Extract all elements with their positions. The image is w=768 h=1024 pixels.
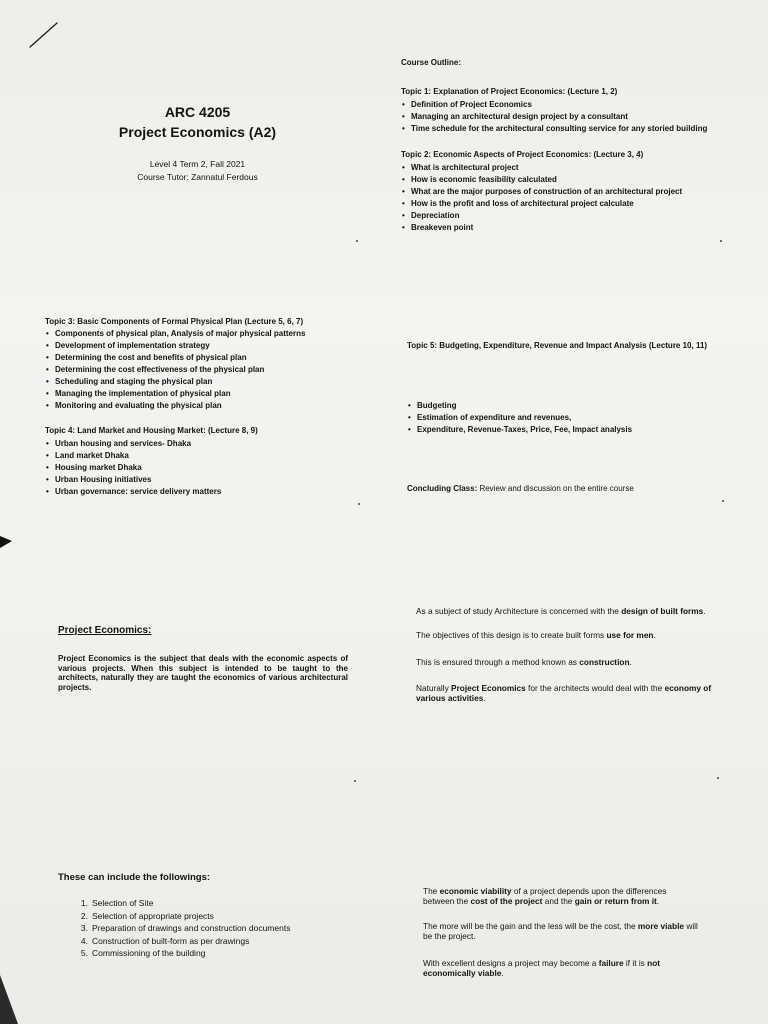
topic2-list bbox=[401, 162, 751, 234]
architecture-para-1: As a subject of study Architecture is concerned with the design of built forms. bbox=[416, 606, 706, 616]
topic3-title: Topic 3: Basic Components of Formal Physical Plan (Lecture 5, 6, 7) bbox=[45, 317, 304, 326]
list-item: • Depreciation bbox=[401, 210, 751, 222]
list-item: • Definition of Project Economics bbox=[401, 99, 751, 111]
list-item: • Urban governance: service delivery matters bbox=[45, 486, 355, 498]
followings-title: These can include the followings: bbox=[58, 872, 211, 883]
scan-dot bbox=[722, 500, 724, 502]
scan-dot bbox=[720, 240, 722, 242]
list-item: 2. Selection of appropriate projects bbox=[80, 910, 214, 921]
concluding-text: Review and discussion on the entire course bbox=[477, 484, 634, 493]
topic5-title: Topic 5: Budgeting, Expenditure, Revenue and Impact Analysis (Lecture 10, 11) bbox=[407, 341, 708, 350]
list-item: 3. Preparation of drawings and construction documents bbox=[80, 923, 291, 933]
list-item: • Expenditure, Revenue-Taxes, Price, Fee, Impact analysis bbox=[407, 424, 747, 436]
list-item: • Breakeven point bbox=[401, 222, 751, 234]
viability-para-3: With excellent designs a project may become a failure if it is not economically viable. bbox=[423, 958, 661, 978]
list-item: • Budgeting bbox=[407, 400, 747, 412]
list-item: • How is the profit and loss of architectural project calculate bbox=[401, 198, 751, 210]
topic5-slide bbox=[407, 340, 747, 494]
project-economics-slide bbox=[58, 625, 348, 692]
architecture-para-2: The objectives of this design is to create built forms use for men. bbox=[416, 630, 656, 640]
list-item: • Development of implementation strategy bbox=[45, 340, 355, 352]
viability-para-1: The economic viability of a project depends upon the differences between the cost of the project and the gain or return from it. bbox=[423, 886, 667, 906]
concluding-label: Concluding Class: bbox=[407, 484, 478, 493]
list-item: • Determining the cost and benefits of physical plan bbox=[45, 352, 355, 364]
list-item: • Urban housing and services- Dhaka bbox=[45, 438, 355, 450]
list-item: • Managing an architectural design project by a consultant bbox=[401, 111, 751, 123]
followings-slide bbox=[58, 872, 358, 960]
list-item: 4. Construction of built-form as per drawings bbox=[80, 935, 250, 946]
scan-dot bbox=[717, 777, 719, 779]
list-item: • What are the major purposes of construction of an architectural project bbox=[401, 186, 751, 198]
list-item: 5. Commissioning of the building bbox=[80, 948, 206, 958]
edge-shadow-mark bbox=[0, 532, 14, 554]
list-item: • Monitoring and evaluating the physical plan bbox=[45, 400, 355, 412]
viability-para-2: The more will be the gain and the less will be the cost, the more viable will be the project. bbox=[423, 921, 698, 941]
list-item: • How is economic feasibility calculated bbox=[401, 174, 751, 186]
topic4-list bbox=[45, 438, 355, 498]
course-code: ARC 4205 bbox=[164, 104, 231, 120]
pen-mark bbox=[26, 20, 60, 50]
outline-slide bbox=[401, 57, 751, 234]
list-item: • Determining the cost effectiveness of the physical plan bbox=[45, 364, 355, 376]
list-item: • Housing market Dhaka bbox=[45, 462, 355, 474]
concluding-class bbox=[407, 483, 747, 494]
topic4-title: Topic 4: Land Market and Housing Market: (Lecture 8, 9) bbox=[45, 426, 258, 435]
list-item: • Managing the implementation of physical plan bbox=[45, 388, 355, 400]
architecture-para-4: Naturally Project Economics for the architects would deal with the economy of various activities. bbox=[416, 683, 712, 703]
topic5-list bbox=[407, 400, 747, 436]
list-item: • Scheduling and staging the physical plan bbox=[45, 376, 355, 388]
project-economics-body: Project Economics is the subject that deals with the economic aspects of various projects. When this subject is intended to be taught to the architects, naturally they are taught the economics of various architectural projects. bbox=[58, 654, 348, 692]
list-item: 1. Selection of Site bbox=[80, 898, 154, 908]
list-item: • Time schedule for the architectural consulting service for any storied building bbox=[401, 123, 751, 135]
scan-dot bbox=[354, 780, 356, 782]
list-item: • Estimation of expenditure and revenues, bbox=[407, 412, 747, 424]
architecture-para-3: This is ensured through a method known as construction. bbox=[416, 657, 632, 667]
followings-list bbox=[72, 897, 358, 960]
topics-3-4-slide bbox=[45, 316, 355, 498]
course-level: Level 4 Term 2, Fall 2021 bbox=[149, 159, 246, 169]
architecture-slide bbox=[416, 606, 716, 703]
list-item: • Components of physical plan, Analysis of major physical patterns bbox=[45, 328, 355, 340]
topic1-title: Topic 1: Explanation of Project Economics: (Lecture 1, 2) bbox=[401, 87, 618, 96]
list-item: • Urban Housing initiatives bbox=[45, 474, 355, 486]
outline-heading: Course Outline: bbox=[401, 58, 462, 67]
project-economics-title: Project Economics: bbox=[58, 625, 152, 636]
course-tutor: Course Tutor: Zannatul Ferdous bbox=[137, 172, 258, 182]
viability-slide bbox=[423, 886, 698, 978]
list-item: • What is architectural project bbox=[401, 162, 751, 174]
scan-dot bbox=[358, 503, 360, 505]
cover-slide bbox=[70, 102, 325, 184]
edge-shadow-corner bbox=[0, 975, 20, 1024]
topic3-list bbox=[45, 328, 355, 412]
scan-dot bbox=[356, 240, 358, 242]
topic1-list bbox=[401, 99, 751, 135]
topic2-title: Topic 2: Economic Aspects of Project Economics: (Lecture 3, 4) bbox=[401, 150, 644, 159]
list-item: • Land market Dhaka bbox=[45, 450, 355, 462]
course-title: Project Economics (A2) bbox=[118, 124, 277, 140]
